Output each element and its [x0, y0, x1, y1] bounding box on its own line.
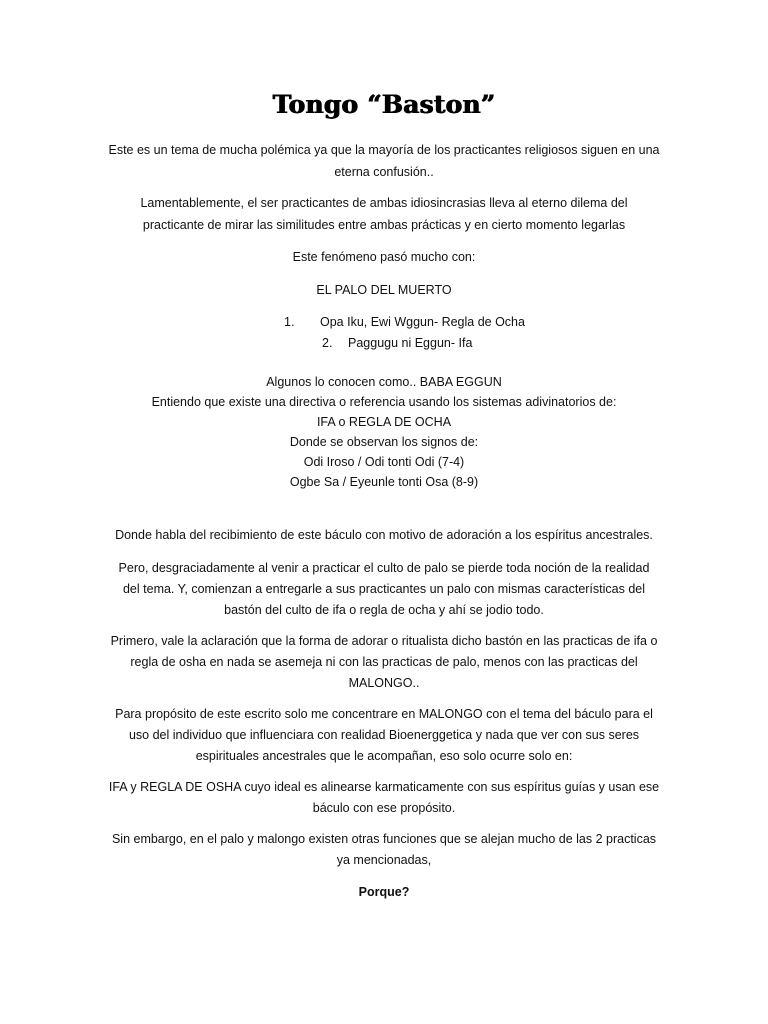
- block-line-signos: Donde se observan los signos de:: [289, 435, 479, 449]
- paragraph-primero-line-2: regla de osha en nada se asemeja ni con las practicas de palo, menos con las practicas del: [130, 655, 638, 669]
- closing-question: Porque?: [358, 885, 410, 899]
- block-line-ogbe-sa: Ogbe Sa / Eyeunle tonti Osa (8-9): [289, 475, 479, 489]
- paragraph-sin-embargo-line-2: ya mencionadas,: [336, 853, 432, 867]
- list-item-text: Paggugu ni Eggun- Ifa: [348, 336, 473, 350]
- paragraph-primero-line-3: MALONGO..: [348, 676, 420, 690]
- paragraph-proposito-line-3: espirituales ancestrales que le acompañan, eso solo ocurre solo en:: [195, 749, 573, 763]
- paragraph-intro-line-2: eterna confusión..: [334, 165, 434, 179]
- paragraph-sin-embargo-line-1: Sin embargo, en el palo y malongo existen otras funciones que se alejan mucho de las 2 practicas: [111, 832, 657, 846]
- document-title: Tongo “Baston”: [272, 90, 496, 119]
- paragraph-intro-line-1: Este es un tema de mucha polémica ya que la mayoría de los practicantes religiosos siguen en una: [108, 143, 660, 157]
- paragraph-pero-line-1: Pero, desgraciadamente al venir a practicar el culto de palo se pierde toda noción de la realidad: [118, 561, 650, 575]
- block-line-baba-eggun: Algunos lo conocen como.. BABA EGGUN: [266, 375, 502, 389]
- list-item: [322, 333, 472, 353]
- list-item: [284, 312, 525, 332]
- paragraph-primero-line-1: Primero, vale la aclaración que la forma de adorar o ritualista dicho bastón en las practicas de ifa o: [110, 634, 658, 648]
- block-line-ifa-regla: IFA o REGLA DE OCHA: [316, 415, 452, 429]
- list-item-text: Opa Iku, Ewi Wggun- Regla de Ocha: [320, 315, 525, 329]
- block-line-odi-iroso: Odi Iroso / Odi tonti Odi (7-4): [303, 455, 465, 469]
- paragraph-pero-line-3: bastón del culto de ifa o regla de ocha y ahí se jodio todo.: [224, 603, 544, 617]
- heading-palo-del-muerto: EL PALO DEL MUERTO: [316, 283, 452, 297]
- paragraph-fenomeno: Este fenómeno pasó mucho con:: [292, 250, 476, 264]
- paragraph-recibimiento: Donde habla del recibimiento de este báculo con motivo de adoración a los espíritus ancestrales.: [115, 528, 653, 542]
- list-item-number: 2.: [322, 336, 333, 350]
- list-item-number: 1.: [284, 315, 295, 329]
- paragraph-ifa-regla-line-2: báculo con ese propósito.: [312, 801, 456, 815]
- paragraph-lamentablemente-line-2: practicante de mirar las similitudes entre ambas prácticas y en cierto momento legarlas: [142, 218, 626, 232]
- block-line-directiva: Entiendo que existe una directiva o referencia usando los sistemas adivinatorios de:: [151, 395, 617, 409]
- paragraph-proposito-line-1: Para propósito de este escrito solo me concentrare en MALONGO con el tema del báculo para el: [115, 707, 653, 721]
- paragraph-lamentablemente-line-1: Lamentablemente, el ser practicantes de ambas idiosincrasias lleva al eterno dilema del: [140, 196, 628, 210]
- paragraph-ifa-regla-line-1: IFA y REGLA DE OSHA cuyo ideal es alinearse karmaticamente con sus espíritus guías y usan ese: [108, 780, 660, 794]
- paragraph-proposito-line-2: uso del individuo que influenciara con realidad Bioenerggetica y nada que ver con sus seres: [128, 728, 640, 742]
- paragraph-pero-line-2: del tema. Y, comienzan a entregarle a sus practicantes un palo con mismas características del: [122, 582, 646, 596]
